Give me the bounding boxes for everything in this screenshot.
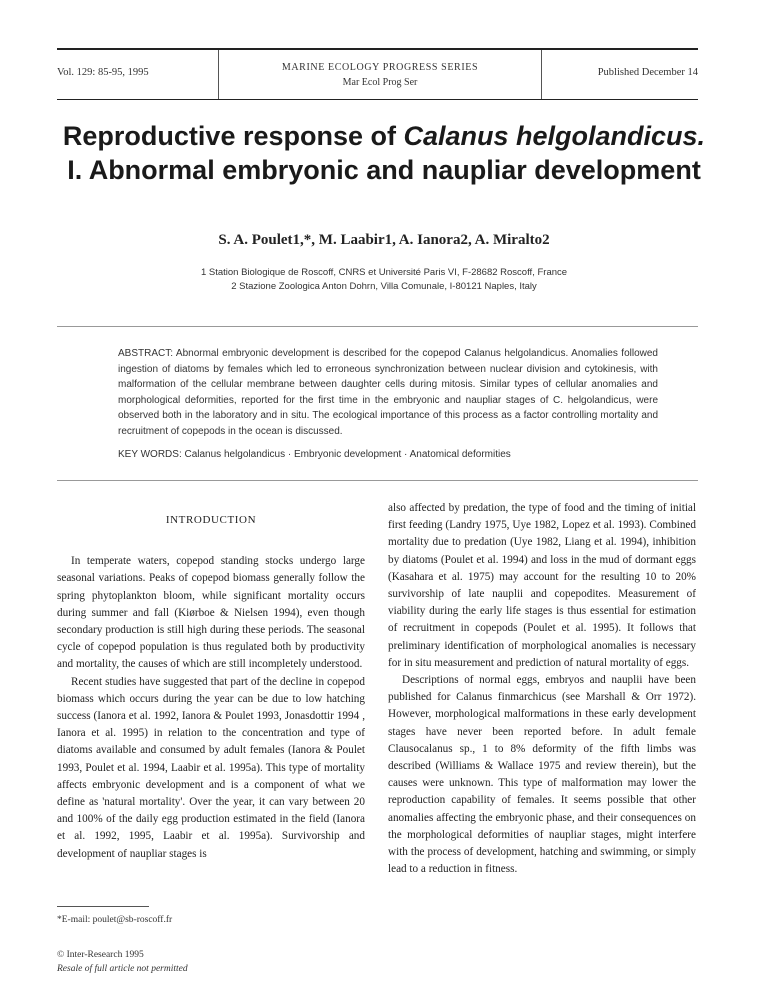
- section-heading-introduction: INTRODUCTION: [165, 514, 257, 526]
- left-column: [57, 512, 365, 863]
- title-line1-text: Reproductive response of: [62, 121, 404, 151]
- intro-paragraph-4: Descriptions of normal eggs, embryos and nauplii have been published for Calanus finmarchicus (see Marshall & Orr 1972). However, morphological malformations in these early development stages have never been reported before. In adult female Clausocalanus sp., 1 to 8% deformity of the fifth limbs was described (Williams & Wallace 1975 and review therein), but the causes were unknown. This type of malformation may lower the reproduction capability of females. It seems possible that other anomalies affecting the embryonic phase, and their consequences on the morphological deformities of naupliar stages, might interfere with the process of development, hatching and swimming, or simply lead to a reduction in fitness.: [388, 674, 696, 876]
- intro-paragraph-1: In temperate waters, copepod standing stocks undergo large seasonal variations. Peaks of copepod biomass generally follow the spring phytoplankton bloom, while significant mortality occurs during summer and fall (Kiørboe & Nielsen 1994), even though secondary production is still high during these periods. The seasonal cycle of copepod population is thus regulated both by productivity and mortality, the causes of which are still incompletely understood.: [57, 555, 365, 671]
- author-list: S. A. Poulet1,*, M. Laabir1, A. Ianora2, A. Miralto2: [218, 232, 550, 248]
- abstract-top-rule: [57, 326, 698, 327]
- top-rule: [57, 48, 698, 50]
- journal-abbrev: Mar Ecol Prog Ser: [342, 77, 418, 88]
- affiliation-2: 2 Stazione Zoologica Anton Dohrn, Villa Comunale, I-80121 Naples, Italy: [231, 281, 537, 292]
- header-bottom-rule: [57, 99, 698, 100]
- intro-paragraph-3: also affected by predation, the type of food and the timing of initial first feeding (Landry 1975, Uye 1982, Lopez et al. 1993). Combined mortality due to predation (Uye 1982, Liang et al. 1994), inhibition by diatoms (Poulet et al. 1994) and loss in the mud of dormant eggs (Kasahara et al. 1975) may account for the resulting 10 to 20% survivorship of late nauplii and copepodites. Measurement of viability during the early life stages is thus essential for estimation of recruitment in copepods (Poulet et al. 1995). It follows that preliminary identification of morphological anomalies is necessary for in situ measurement and prediction of natural mortality of eggs.: [388, 502, 696, 669]
- header-divider-left: [218, 50, 219, 99]
- journal-name: MARINE ECOLOGY PROGRESS SERIES: [281, 62, 479, 73]
- abstract: ABSTRACT: Abnormal embryonic development is described for the copepod Calanus helgolandicus. Anomalies followed ingestion of diatoms by females which led to erroneous synchronization between nuclear division and cytokinesis, with malformation of the cellular membrane between daughter cells during mitosis. Similar types of cellular anomalies and morphological deformities, reported for the first time in the embryonic and naupliar stages of C. helgolandicus, were observed both in the laboratory and in situ. The ecological importance of this process as a factor controlling mortality and recruitment of copepods in the ocean is discussed.: [118, 348, 658, 437]
- right-column: [388, 500, 696, 878]
- abstract-bottom-rule: [57, 480, 698, 481]
- keywords: KEY WORDS: Calanus helgolandicus · Embryonic development · Anatomical deformities: [118, 449, 511, 460]
- volume-info: Vol. 129: 85-95, 1995: [57, 67, 149, 78]
- article-title: [40, 119, 728, 187]
- intro-paragraph-2: Recent studies have suggested that part of the decline in copepod biomass which occurs during the year can be due to low hatching success (Ianora et al. 1992, Ianora & Poulet 1993, Jonasdottir 1994 , Ianora et al. 1995) in relation to the concentration and type of diatoms available and consumed by adult females (Ianora & Poulet 1993, Poulet et al. 1994, Laabir et al. 1995a). This type of mortality affects embryonic development and is a component of what we define as 'natural mortality'. Over the year, it can vary between 20 and 100% of the daily egg production estimated in the field (Ianora et al. 1992, 1995, Laabir et al. 1995a). Survivorship and development of naupliar stages is: [57, 675, 365, 860]
- copyright-notice: © Inter-Research 1995: [57, 950, 144, 960]
- affiliation-1: 1 Station Biologique de Roscoff, CNRS et Université Paris VI, F-28682 Roscoff, France: [200, 267, 568, 278]
- title-species: Calanus helgolandicus.: [403, 121, 706, 151]
- publication-date: Published December 14: [597, 67, 698, 78]
- title-line2: I. Abnormal embryonic and naupliar development: [67, 155, 701, 185]
- resale-notice: Resale of full article not permitted: [57, 964, 188, 974]
- footnote-email: *E-mail: poulet@sb-roscoff.fr: [57, 915, 173, 925]
- footnote-rule: [57, 906, 149, 907]
